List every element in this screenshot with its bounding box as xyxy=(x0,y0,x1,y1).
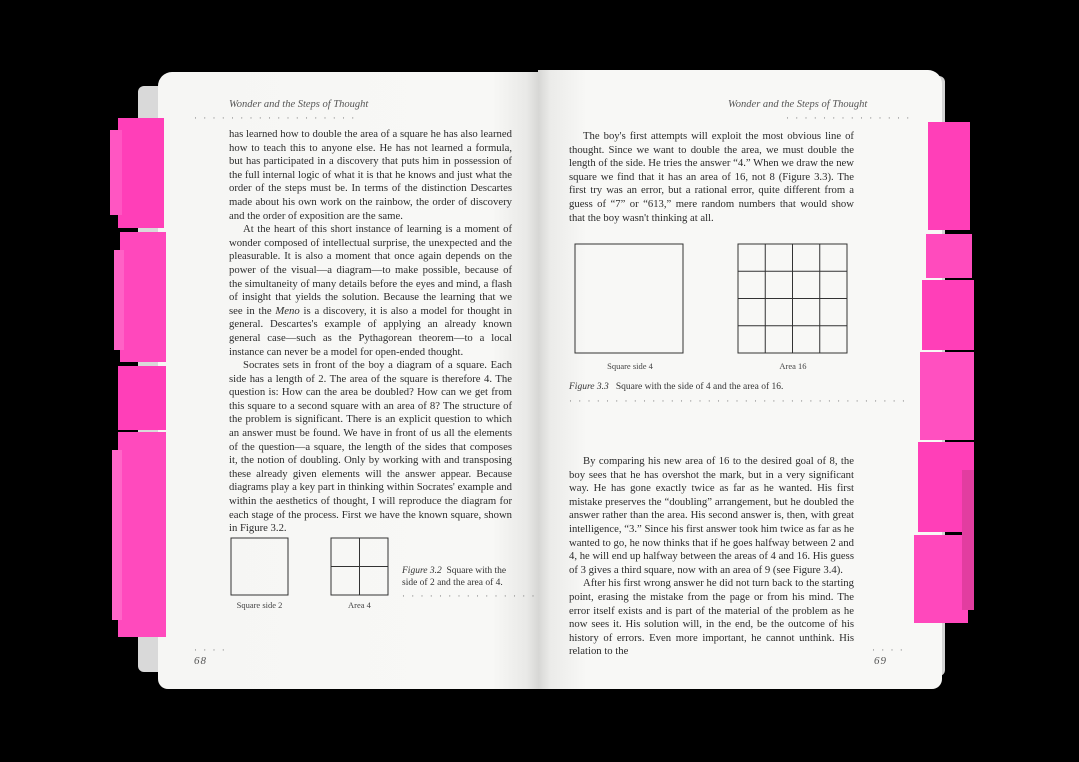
figure-3-3-diagram xyxy=(574,243,850,355)
running-head-left: Wonder and the Steps of Thought xyxy=(229,99,369,110)
figure-sublabel: Square side 2 xyxy=(236,600,283,610)
running-head-dots-left: · · · · · · · · · · · · · · · · · · xyxy=(194,113,357,123)
figure-sublabel: Area 16 xyxy=(779,361,807,371)
right-page-text-bottom xyxy=(569,455,854,659)
running-head-right: Wonder and the Steps of Thought xyxy=(728,99,868,110)
italic-title: Meno xyxy=(275,304,300,317)
page-number-right: 69 xyxy=(874,655,887,667)
page-number-left: 68 xyxy=(194,655,207,667)
figure-3-2-caption: Figure 3.2 Square with the side of 2 and the area of 4. xyxy=(402,566,507,588)
folio-dots-left: · · · · xyxy=(194,645,227,655)
paragraph: The boy's first attempts will exploit the most obvious line of thought. Since we want to double the area, we must double the length of the side. He tries the answer “4.” When we draw the new square we find that it has an area of 16, not 8 (Figure 3.3). The first try was an error, but a rational error, quite different from a guess of “7” or “613,” mere random numbers that would show that the boy wasn't thinking at all. xyxy=(569,130,854,224)
sticky-note-flag xyxy=(118,366,166,430)
caption-dots: · · · · · · · · · · · · · · · · · · · · · · · · · · · · · · · · · · · · · xyxy=(569,396,907,406)
figure-label: Figure 3.3 xyxy=(569,382,609,392)
sticky-note-flag xyxy=(112,450,122,620)
sticky-note-flag xyxy=(118,432,166,637)
paragraph: By comparing his new area of 16 to the desired goal of 8, the boy sees that he has overshot the mark, but in a very significant way. He has gone exactly twice as far as he wanted. His first mistake preserves the “doubling” arrangement, but he doubled the answer rather than the area. His second answer is, then, with great intelligence, “3.” Since his first answer took him twice as far as he wanted to go, he now thinks that if he goes halfway between 2 and 4, he will end up halfway between the areas of 4 and 16. His guess of 3 gives a third square, now with an area of 9 (see Figure 3.4). xyxy=(569,455,854,576)
sticky-note-flag xyxy=(922,280,974,350)
right-page-text-top xyxy=(569,130,854,225)
sticky-note-flag xyxy=(120,232,166,362)
running-head-dots-right: · · · · · · · · · · · · · · xyxy=(786,113,912,123)
paragraph: Socrates sets in front of the boy a diagram of a square. Each side has a length of 2. The area of the square is therefore 4. The question is: How can the area be doubled? How can we get from this square to a second square with an area of 8? The structure of the problem is significant. There is an explicit question to which an answer must be found. We have in front of us all the elements of the question—a square, the length of the sides that composes it, the notion of doubling. Only by working with and transposing these already given elements will the answer appear. Because diagrams play a key part in thinking within Socrates' example and within the aesthetics of thought, I will reproduce the diagram for each stage of the process. First we have the known square, shown in Figure 3.2. xyxy=(229,359,512,535)
sticky-note-flag xyxy=(920,352,974,440)
sticky-note-flag xyxy=(914,535,968,623)
left-page-text xyxy=(229,128,512,536)
paragraph: After his first wrong answer he did not turn back to the starting point, erasing the mistake from the page or from his mind. The error itself exists and is part of the material of the problem as he now sees it. His solution will, in the end, be the outcome of his history of errors. Even more important, he cannot unthink. His relation to the xyxy=(569,577,854,658)
sticky-note-flag xyxy=(962,470,974,610)
sticky-note-flag xyxy=(110,130,122,215)
sticky-note-flag xyxy=(926,234,972,278)
caption-dots: · · · · · · · · · · · · · · · xyxy=(402,591,537,601)
figure-sublabel: Square side 4 xyxy=(607,361,653,371)
square-side-4 xyxy=(575,244,683,353)
sticky-note-flag xyxy=(928,122,970,230)
figure-3-3-caption: Figure 3.3 Square with the side of 4 and the area of 16. xyxy=(569,382,784,392)
folio-dots-right: · · · · xyxy=(872,645,905,655)
figure-label: Figure 3.2 xyxy=(402,566,442,576)
figure-3-2-diagram xyxy=(230,537,390,597)
square-side-2 xyxy=(231,538,288,595)
sticky-note-flag xyxy=(118,118,164,228)
paragraph: has learned how to double the area of a square he has also learned how to teach this to anyone else. He has not learned a formula, but has participated in a discovery that puts him in possession of the full internal logic of what it is that he knows and just what the order of the steps must be. In terms of the distinction Descartes made about his own work on the rainbow, the order of discovery and the order of exposition are the same. xyxy=(229,128,512,222)
figure-sublabel: Area 4 xyxy=(348,600,371,610)
sticky-note-flag xyxy=(114,250,124,350)
paragraph: At the heart of this short instance of learning is a moment of wonder composed of intellectual surprise, the unexpected and the pleasurable. It is also a moment that once again depends on the power of the visual—a diagram—to make possible, because of the simultaneity of many details before the eyes and mind, a flash of insight that yields the solution. Because the learning that we see in the Meno is a discovery, it is also a model for thought in general. Descartes's example of applying an already known general case—such as the Pythagorean theorem—to a local instance can never be a model for open-ended thought. xyxy=(229,223,512,358)
